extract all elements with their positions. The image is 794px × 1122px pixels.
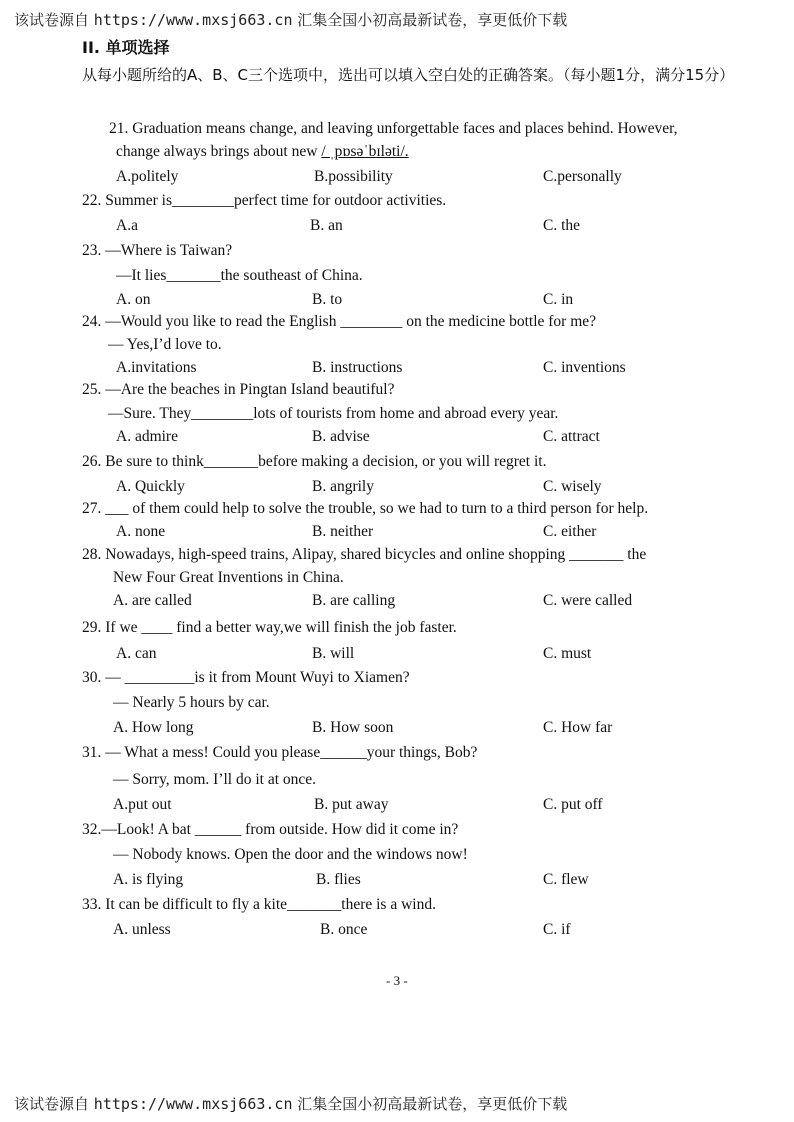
question-22-option-a[interactable]: A.a: [116, 217, 138, 234]
question-25-option-a[interactable]: A. admire: [116, 428, 178, 445]
question-24-line-1: 24. —Would you like to read the English ________ on the medicine bottle for me?: [82, 313, 597, 330]
question-22-option-b[interactable]: B. an: [310, 217, 343, 234]
question-23-line-1: 23. —Where is Taiwan?: [82, 242, 233, 259]
question-30-option-b[interactable]: B. How soon: [312, 719, 394, 736]
question-25-option-b[interactable]: B. advise: [312, 428, 370, 445]
question-26-option-b[interactable]: B. angrily: [312, 478, 374, 495]
phonetic-blank: / ˌpɒsəˈbɪləti/.: [321, 143, 409, 160]
question-25-line-2: —Sure. They________lots of tourists from home and abroad every year.: [108, 405, 559, 422]
question-23-option-b[interactable]: B. to: [312, 291, 343, 308]
question-29-option-a[interactable]: A. can: [116, 645, 157, 662]
question-21-line-2: change always brings about new / ˌpɒsəˈbɪləti/.: [116, 143, 409, 160]
question-21-option-a[interactable]: A.politely: [116, 168, 179, 185]
page-number: - 3 -: [386, 973, 408, 988]
question-33-line-1: 33. It can be difficult to fly a kite_______there is a wind.: [82, 896, 436, 913]
question-23-option-a[interactable]: A. on: [116, 291, 151, 308]
question-32-line-1: 32.—Look! A bat ______ from outside. How did it come in?: [82, 821, 459, 838]
question-31-line-1: 31. — What a mess! Could you please______your things, Bob?: [82, 744, 478, 761]
question-27-line-1: 27. ___ of them could help to solve the trouble, so we had to turn to a third person for help.: [82, 500, 649, 517]
question-28-option-c[interactable]: C. were called: [543, 592, 633, 609]
question-33-option-a[interactable]: A. unless: [113, 921, 171, 938]
question-25-line-1: 25. —Are the beaches in Pingtan Island beautiful?: [82, 381, 395, 398]
question-28-line-2: New Four Great Inventions in China.: [113, 569, 344, 586]
watermark-bottom: [14, 1093, 567, 1114]
question-31-option-b[interactable]: B. put away: [314, 796, 389, 813]
question-29-line-1: 29. If we ____ find a better way,we will finish the job faster.: [82, 619, 457, 636]
question-31-option-a[interactable]: A.put out: [113, 796, 172, 813]
question-30-option-c[interactable]: C. How far: [543, 719, 613, 736]
watermark-prefix: 该试卷源自: [14, 1095, 90, 1113]
watermark-top: [14, 9, 567, 30]
question-32-option-a[interactable]: A. is flying: [113, 871, 184, 888]
question-32-option-c[interactable]: C. flew: [543, 871, 589, 888]
question-22-line-1: 22. Summer is________perfect time for outdoor activities.: [82, 192, 447, 209]
question-32-line-2: — Nobody knows. Open the door and the windows now!: [113, 846, 468, 863]
question-23-line-2: —It lies_______the southeast of China.: [116, 267, 363, 284]
watermark-prefix: 该试卷源自: [14, 11, 90, 29]
question-32-option-b[interactable]: B. flies: [316, 871, 361, 888]
question-30-line-2: — Nearly 5 hours by car.: [113, 694, 270, 711]
question-24-line-2: — Yes,I’d love to.: [108, 336, 222, 353]
question-30-line-1: 30. — _________is it from Mount Wuyi to Xiamen?: [82, 669, 410, 686]
question-28-line-1: 28. Nowadays, high-speed trains, Alipay, shared bicycles and online shopping _______ the: [82, 546, 647, 563]
question-29-option-c[interactable]: C. must: [543, 645, 592, 662]
question-31-line-2: — Sorry, mom. I’ll do it at once.: [113, 771, 317, 788]
section-instruction: 从每小题所给的A、B、C三个选项中，选出可以填入空白处的正确答案。（每小题1分，满分15分）: [82, 66, 735, 84]
question-23-option-c[interactable]: C. in: [543, 291, 574, 308]
question-27-option-b[interactable]: B. neither: [312, 523, 374, 540]
question-26-option-a[interactable]: A. Quickly: [116, 478, 185, 495]
question-28-option-a[interactable]: A. are called: [113, 592, 192, 609]
question-27-option-c[interactable]: C. either: [543, 523, 597, 540]
question-21-line-1: 21. Graduation means change, and leaving unforgettable faces and places behind. However,: [109, 120, 678, 137]
question-22-option-c[interactable]: C. the: [543, 217, 581, 234]
question-29-option-b[interactable]: B. will: [312, 645, 355, 662]
question-25-option-c[interactable]: C. attract: [543, 428, 600, 445]
question-26-line-1: 26. Be sure to think_______before making a decision, or you will regret it.: [82, 453, 547, 470]
question-33-option-b[interactable]: B. once: [320, 921, 368, 938]
question-26-option-c[interactable]: C. wisely: [543, 478, 602, 495]
question-31-option-c[interactable]: C. put off: [543, 796, 603, 813]
question-24-option-b[interactable]: B. instructions: [312, 359, 403, 376]
question-21-option-c[interactable]: C.personally: [543, 168, 622, 185]
question-30-option-a[interactable]: A. How long: [113, 719, 194, 736]
watermark-url[interactable]: https://www.mxsj663.cn: [93, 11, 293, 29]
watermark-suffix: 汇集全国小初高最新试卷，享更低价下载: [297, 11, 568, 29]
question-27-option-a[interactable]: A. none: [116, 523, 166, 540]
question-24-option-a[interactable]: A.invitations: [116, 359, 197, 376]
question-33-option-c[interactable]: C. if: [543, 921, 571, 938]
section-title: II. 单项选择: [82, 38, 170, 57]
watermark-url[interactable]: https://www.mxsj663.cn: [93, 1095, 293, 1113]
question-28-option-b[interactable]: B. are calling: [312, 592, 396, 609]
question-21-option-b[interactable]: B.possibility: [314, 168, 393, 185]
question-24-option-c[interactable]: C. inventions: [543, 359, 626, 376]
watermark-suffix: 汇集全国小初高最新试卷，享更低价下载: [297, 1095, 568, 1113]
